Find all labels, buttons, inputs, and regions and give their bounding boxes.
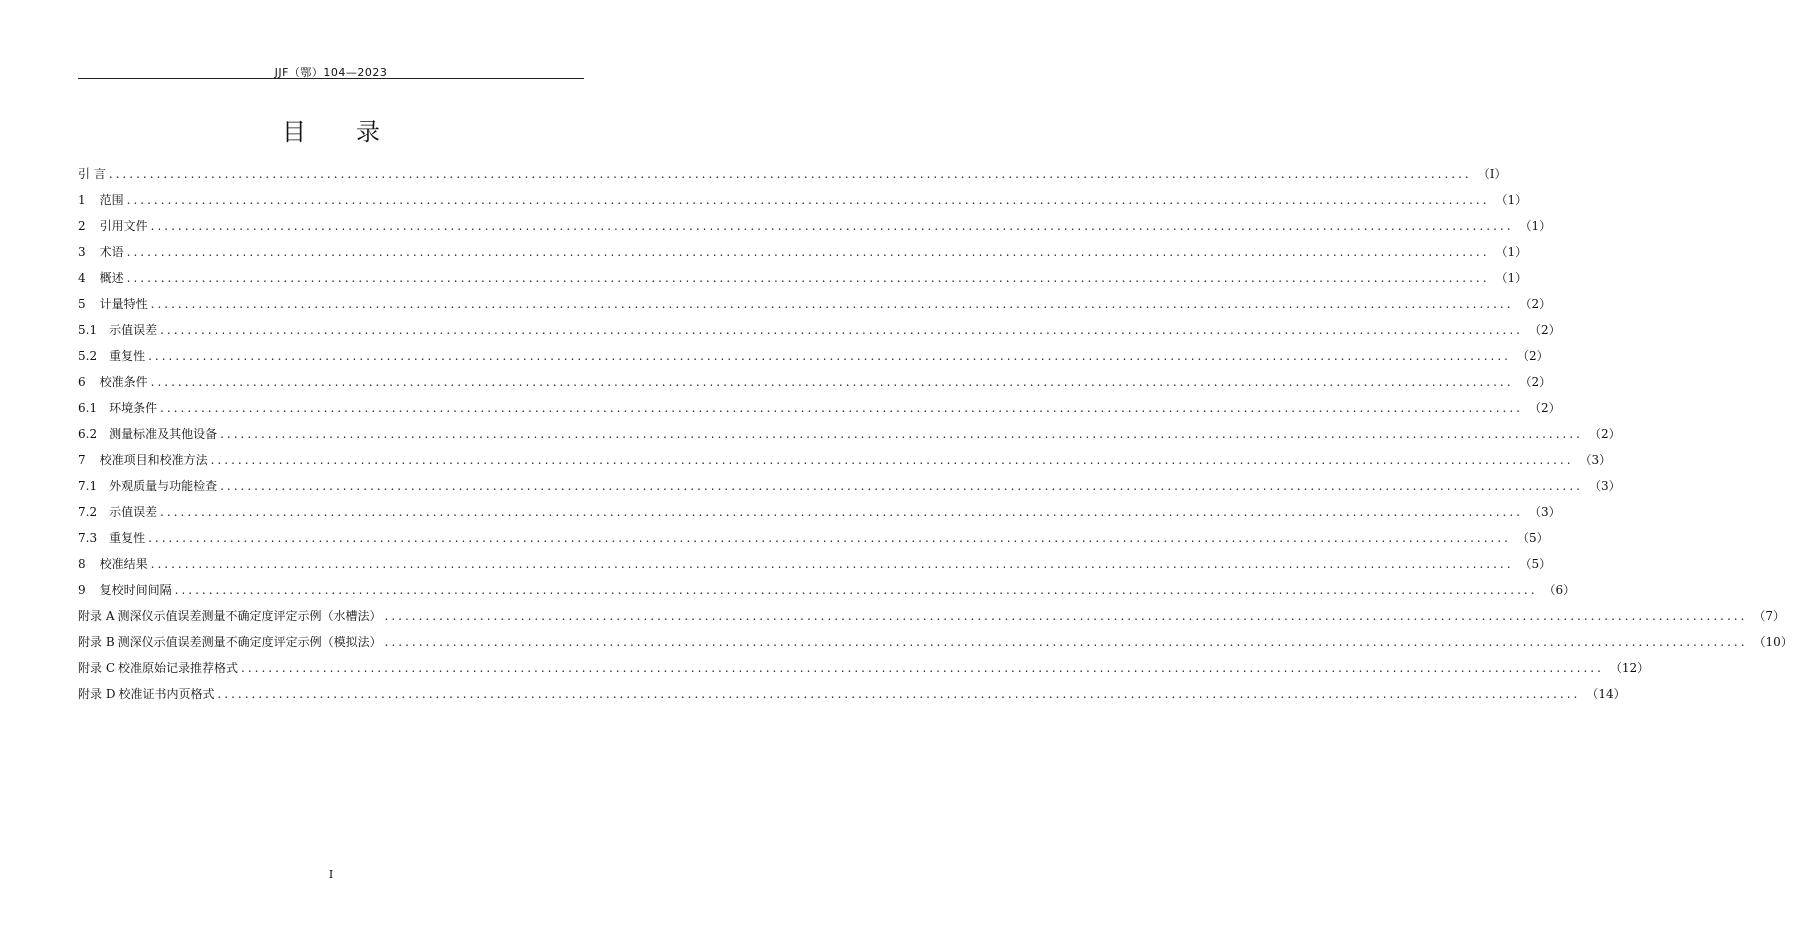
toc-entry-number: 5.2 [78,349,98,363]
toc-entry-number: 7.1 [78,479,98,493]
toc-entry[interactable] [78,683,1626,709]
toc-entry-page: （5） [1517,531,1549,545]
toc-entry-page: （5） [1519,557,1552,571]
toc-entry[interactable] [78,241,1528,267]
toc-entry-number: 附录 D [78,687,116,701]
toc-entry-number: 5.1 [78,323,98,337]
toc-entry-page: （2） [1529,401,1561,415]
toc-leader-dots: ........................................................................................................................................................................................................ [150,219,1514,233]
toc-entry-page: （3） [1529,505,1561,519]
toc-entry[interactable] [78,319,1561,345]
toc-entry-page: （3） [1579,453,1612,467]
toc-entry-page: （2） [1519,297,1552,311]
toc-entry-label: 计量特性 [99,297,148,311]
toc-entry-page: （2） [1589,427,1621,441]
toc-entry-label: 范围 [99,193,124,207]
toc-leader-dots: ........................................................................................................................................................................................................ [148,531,1511,545]
toc-entry[interactable] [78,657,1650,683]
toc-entry-number: 6.2 [78,427,98,441]
toc-entry[interactable] [78,267,1528,293]
toc-entry-page: （1） [1495,271,1528,285]
toc-entry-label: 测量标准及其他设备 [109,427,218,441]
toc-entry[interactable] [78,189,1528,215]
toc-leader-dots: ........................................................................................................................................................................................................ [220,427,1583,441]
toc-entry-number: 9 [78,583,86,597]
toc-leader-dots: ........................................................................................................................................................................................................ [217,687,1581,701]
toc-entry-label: 外观质量与功能检查 [109,479,218,493]
toc-leader-dots: ........................................................................................................................................................................................................ [160,505,1523,519]
toc-entry-label: 校准证书内页格式 [118,687,215,701]
toc-entry-label: 术语 [99,245,124,259]
toc-leader-dots: ........................................................................................................................................................................................................ [384,609,1748,623]
toc-leader-dots: ........................................................................................................................................................................................................ [148,349,1511,363]
toc-leader-dots: ........................................................................................................................................................................................................ [126,271,1490,285]
toc-entry-label: 环境条件 [109,401,158,415]
toc-entry-page: （1） [1495,245,1528,259]
toc-entry-page: （10） [1753,635,1793,649]
header-rule [78,78,584,79]
toc-entry-label: 校准结果 [99,557,148,571]
toc-entry-page: （12） [1609,661,1650,675]
toc-leader-dots: ........................................................................................................................................................................................................ [108,167,1472,181]
page-title: 目录 [282,118,430,146]
toc-leader-dots: ........................................................................................................................................................................................................ [160,323,1523,337]
toc-entry-page: （Ⅰ） [1477,167,1507,181]
toc-entry[interactable] [78,605,1786,631]
toc-entry-page: （3） [1589,479,1621,493]
toc-entry-number: 1 [78,193,86,207]
toc-entry[interactable] [78,215,1552,241]
toc-entry-number: 7.3 [78,531,98,545]
table-of-contents [78,163,1793,709]
toc-entry-page: （2） [1529,323,1561,337]
toc-leader-dots: ........................................................................................................................................................................................................ [160,401,1523,415]
toc-leader-dots: ........................................................................................................................................................................................................ [150,557,1514,571]
toc-entry-number: 附录 B [78,635,115,649]
toc-leader-dots: ........................................................................................................................................................................................................ [220,479,1583,493]
toc-entry[interactable] [78,527,1549,553]
toc-entry-page: （1） [1519,219,1552,233]
toc-leader-dots: ........................................................................................................................................................................................................ [241,661,1604,675]
page-number: I [328,868,334,881]
toc-entry-number: 2 [78,219,86,233]
toc-leader-dots: ........................................................................................................................................................................................................ [174,583,1538,597]
toc-entry[interactable] [78,475,1621,501]
toc-entry-number: 3 [78,245,86,259]
toc-entry-label: 测深仪示值误差测量不确定度评定示例（水槽法） [117,609,382,623]
toc-entry-number: 7.2 [78,505,98,519]
toc-entry-label: 校准原始记录推荐格式 [118,661,239,675]
toc-leader-dots: ........................................................................................................................................................................................................ [210,453,1574,467]
document-code: JJF（鄂）104—2023 [274,66,388,79]
toc-entry-page: （14） [1586,687,1626,701]
toc-leader-dots: ........................................................................................................................................................................................................ [126,245,1490,259]
toc-entry-page: （2） [1519,375,1552,389]
toc-entry-number: 8 [78,557,86,571]
toc-entry-page: （7） [1753,609,1786,623]
toc-leader-dots: ........................................................................................................................................................................................................ [384,635,1748,649]
toc-entry[interactable] [78,163,1507,189]
toc-entry-label: 重复性 [109,531,146,545]
toc-entry[interactable] [78,397,1561,423]
toc-entry-label: 示值误差 [109,323,158,337]
toc-entry[interactable] [78,423,1621,449]
toc-entry-label: 引用文件 [99,219,148,233]
toc-entry[interactable] [78,371,1552,397]
toc-entry[interactable] [78,293,1552,319]
toc-entry-label: 校准项目和校准方法 [99,453,208,467]
toc-entry-number: 附录 C [78,661,115,675]
toc-leader-dots: ........................................................................................................................................................................................................ [126,193,1490,207]
toc-leader-dots: ........................................................................................................................................................................................................ [150,375,1514,389]
toc-entry[interactable] [78,553,1552,579]
toc-entry-label: 复校时间间隔 [99,583,172,597]
toc-entry-number: 5 [78,297,86,311]
toc-entry[interactable] [78,449,1612,475]
toc-entry-page: （2） [1517,349,1549,363]
toc-entry-number: 7 [78,453,86,467]
toc-entry-label: 引 言 [78,167,106,181]
toc-entry[interactable] [78,579,1576,605]
toc-entry-label: 测深仪示值误差测量不确定度评定示例（模拟法） [117,635,382,649]
toc-entry-page: （6） [1543,583,1576,597]
toc-leader-dots: ........................................................................................................................................................................................................ [150,297,1514,311]
toc-entry-number: 6 [78,375,86,389]
toc-entry[interactable] [78,631,1793,657]
toc-entry-number: 4 [78,271,86,285]
toc-entry-number: 附录 A [78,609,115,623]
toc-entry-number: 6.1 [78,401,98,415]
toc-entry-label: 示值误差 [109,505,158,519]
toc-entry[interactable] [78,501,1561,527]
toc-entry[interactable] [78,345,1549,371]
toc-entry-label: 重复性 [109,349,146,363]
toc-entry-label: 概述 [99,271,124,285]
toc-entry-label: 校准条件 [99,375,148,389]
toc-entry-page: （1） [1495,193,1528,207]
